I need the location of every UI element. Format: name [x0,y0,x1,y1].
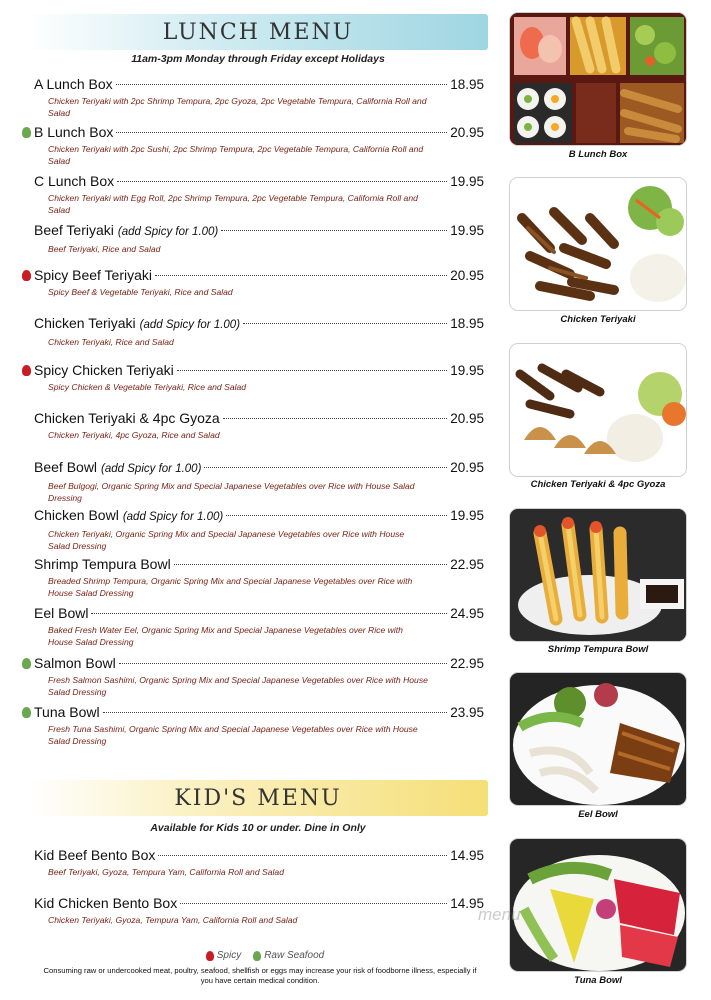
item-description: Chicken Teriyaki, Organic Spring Mix and Special Japanese Vegetables over Rice with House Salad Dressing [48,529,405,551]
item-price: 19.95 [450,508,484,523]
raw-seafood-icon [253,951,261,961]
legend [190,950,340,961]
item-price: 22.95 [450,557,484,572]
legend-spicy [206,950,241,961]
item-description: Chicken Teriyaki with 2pc Sushi, 2pc Shrimp Tempura, 2pc Vegetable Tempura, California Roll and Salad [48,144,424,166]
legend-raw [253,950,324,961]
item-description: Baked Fresh Water Eel, Organic Spring Mix and Special Japanese Vegetables over Rice with House Salad Dressing [48,625,403,647]
eel-bowl-photo [509,672,687,806]
leader-dots [221,230,447,231]
item-price: 24.95 [450,606,484,621]
b-lunch-box-photo [509,12,687,146]
item-price: 20.95 [450,460,484,475]
item-price: 20.95 [450,411,484,426]
menu-item [34,655,484,698]
item-price: 14.95 [450,848,484,863]
leader-dots [119,663,448,664]
item-description: Beef Teriyaki, Rice and Salad [48,244,161,254]
legend-raw-label: Raw Seafood [264,950,325,961]
photo-caption: Shrimp Tempura Bowl [547,644,649,655]
item-description: Spicy Chicken & Vegetable Teriyaki, Rice and Salad [48,382,247,392]
leader-dots [116,84,448,85]
item-note: (add Spicy for 1.00) [101,463,202,475]
item-note: (add Spicy for 1.00) [122,511,224,523]
item-price: 18.95 [450,77,484,92]
item-description: Spicy Beef & Vegetable Teriyaki, Rice and Salad [48,287,233,297]
photo-caption: Chicken Teriyaki & 4pc Gyoza [530,479,666,490]
chicken-teriyaki-image [510,178,687,311]
leader-dots [116,132,447,133]
menu-item [34,847,484,878]
photo-caption: B Lunch Box [568,149,628,160]
menu-item [34,76,484,119]
menu-item [34,410,484,441]
menu-item [34,704,484,747]
menu-item [34,362,484,393]
item-price: 14.95 [450,896,484,911]
item-name: Chicken Teriyaki & 4pc Gyoza [34,410,220,426]
item-name: Spicy Beef Teriyaki [34,267,153,283]
menu-item [34,315,484,348]
leader-dots [155,275,447,276]
item-name: Tuna Bowl [34,704,100,720]
leader-dots [226,515,447,516]
teriyaki-gyoza-image [510,344,687,477]
item-name: Kid Beef Bento Box [34,847,156,863]
item-description: Chicken Teriyaki with Egg Roll, 2pc Shrimp Tempura, 2pc Vegetable Tempura, California Roll and Salad [48,193,418,215]
item-price: 19.95 [450,223,484,238]
menu-item [34,556,484,599]
spicy-pepper-icon [22,365,31,376]
item-name: Spicy Chicken Teriyaki [34,362,174,378]
kids-menu-availability: Available for Kids 10 or under. Dine in Only [150,822,366,834]
item-description: Breaded Shrimp Tempura, Organic Spring Mix and Special Japanese Vegetables over Rice with House Salad Dressing [48,576,413,598]
leader-dots [174,564,448,565]
kids-menu-title: KID'S MENU [174,785,342,811]
menu-item [34,173,484,216]
leader-dots [117,181,447,182]
leader-dots [158,855,447,856]
tuna-bowl-image [510,839,687,972]
bento-box-image [510,13,687,146]
item-price: 19.95 [450,363,484,378]
menu-item [34,895,484,926]
raw-seafood-icon [22,658,31,669]
item-price: 18.95 [450,316,484,331]
item-description: Fresh Tuna Sashimi, Organic Spring Mix and Special Japanese Vegetables over Rice with House Salad Dressing [48,724,418,746]
menu-item [34,459,484,504]
item-name: Beef Bowl [34,459,98,475]
item-note: (add Spicy for 1.00) [117,226,219,238]
menu-item [34,507,484,552]
photo-caption: Tuna Bowl [574,975,622,986]
menu-item [34,267,484,298]
item-description: Beef Bulgogi, Organic Spring Mix and Special Japanese Vegetables over Rice with House Salad Dressing [48,481,415,503]
item-name: Chicken Bowl [34,507,119,523]
item-description: Chicken Teriyaki, Rice and Salad [48,337,174,347]
shrimp-tempura-image [510,509,687,642]
kids-menu-banner [28,780,488,816]
item-description: Chicken Teriyaki, Gyoza, Tempura Yam, California Roll and Salad [48,915,298,925]
leader-dots [177,370,447,371]
spicy-pepper-icon [22,270,31,281]
leader-dots [223,418,447,419]
photo-caption: Chicken Teriyaki [560,314,636,325]
item-name: Salmon Bowl [34,655,116,671]
item-name: B Lunch Box [34,124,114,140]
item-name: Beef Teriyaki [34,222,114,238]
item-description: Beef Teriyaki, Gyoza, Tempura Yam, California Roll and Salad [48,867,284,877]
item-name: C Lunch Box [34,173,115,189]
lunch-menu-title: LUNCH MENU [162,19,354,45]
tuna-bowl-photo [509,838,687,972]
item-name: A Lunch Box [34,76,113,92]
lunch-menu-hours: 11am-3pm Monday through Friday except Holidays [131,53,385,65]
leader-dots [243,323,447,324]
item-description: Chicken Teriyaki, 4pc Gyoza, Rice and Salad [48,430,220,440]
item-name: Shrimp Tempura Bowl [34,556,171,572]
item-price: 20.95 [450,268,484,283]
legend-spicy-label: Spicy [216,950,242,961]
item-description: Fresh Salmon Sashimi, Organic Spring Mix and Special Japanese Vegetables over Rice with House Salad Dressing [48,675,428,697]
spicy-pepper-icon [206,951,214,961]
item-price: 20.95 [450,125,484,140]
eel-bowl-image [510,673,687,806]
item-price: 23.95 [450,705,484,720]
chicken-teriyaki-photo [509,177,687,311]
lunch-menu-banner [28,14,488,50]
leader-dots [180,903,447,904]
item-name: Kid Chicken Bento Box [34,895,178,911]
raw-seafood-icon [22,707,31,718]
menu-item [34,222,484,255]
watermark: menu [478,905,521,924]
item-note: (add Spicy for 1.00) [139,319,241,331]
food-safety-disclaimer: Consuming raw or undercooked meat, poultry, seafood, shellfish or eggs may increase your risk of foodborne illness, especially if you have certain medical condition. [43,966,477,985]
menu-item [34,124,484,167]
item-name: Chicken Teriyaki [34,315,136,331]
chicken-teriyaki-gyoza-photo [509,343,687,477]
raw-seafood-icon [22,127,31,138]
leader-dots [91,613,447,614]
leader-dots [204,467,447,468]
shrimp-tempura-bowl-photo [509,508,687,642]
photo-caption: Eel Bowl [578,809,618,820]
item-price: 19.95 [450,174,484,189]
item-price: 22.95 [450,656,484,671]
item-description: Chicken Teriyaki with 2pc Shrimp Tempura, 2pc Gyoza, 2pc Vegetable Tempura, California Roll and Salad [48,96,427,118]
menu-item [34,605,484,648]
item-name: Eel Bowl [34,605,89,621]
leader-dots [103,712,448,713]
